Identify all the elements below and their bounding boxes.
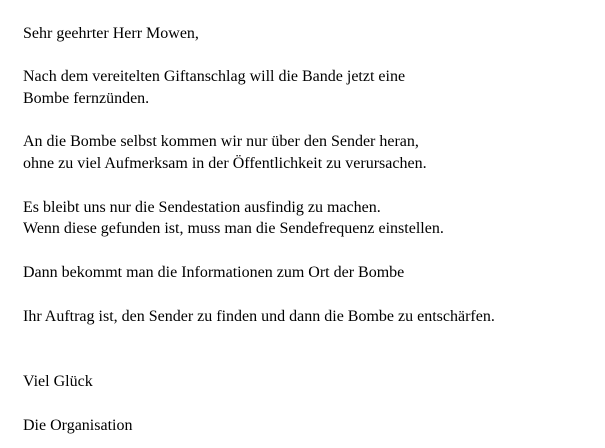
salutation: Sehr geehrter Herr Mowen, — [23, 25, 199, 42]
paragraph-2-line-1: An die Bombe selbst kommen wir nur über den Sender heran, — [23, 133, 419, 150]
paragraph-5-line-1: Ihr Auftrag ist, den Sender zu finden und dann die Bombe zu entschärfen. — [23, 308, 495, 325]
closing: Viel Glück — [23, 373, 93, 390]
paragraph-2-line-2: ohne zu viel Aufmerksam in der Öffentlichkeit zu verursachen. — [23, 155, 427, 172]
paragraph-3-line-2: Wenn diese gefunden ist, muss man die Sendefrequenz einstellen. — [23, 220, 444, 237]
paragraph-1-line-1: Nach dem vereitelten Giftanschlag will die Bande jetzt eine — [23, 68, 406, 85]
paragraph-3-line-1: Es bleibt uns nur die Sendestation ausfindig zu machen. — [23, 199, 381, 216]
signature: Die Organisation — [23, 417, 133, 434]
paragraph-4-line-1: Dann bekommt man die Informationen zum Ort der Bombe — [23, 264, 405, 281]
paragraph-1-line-2: Bombe fernzünden. — [23, 90, 150, 107]
